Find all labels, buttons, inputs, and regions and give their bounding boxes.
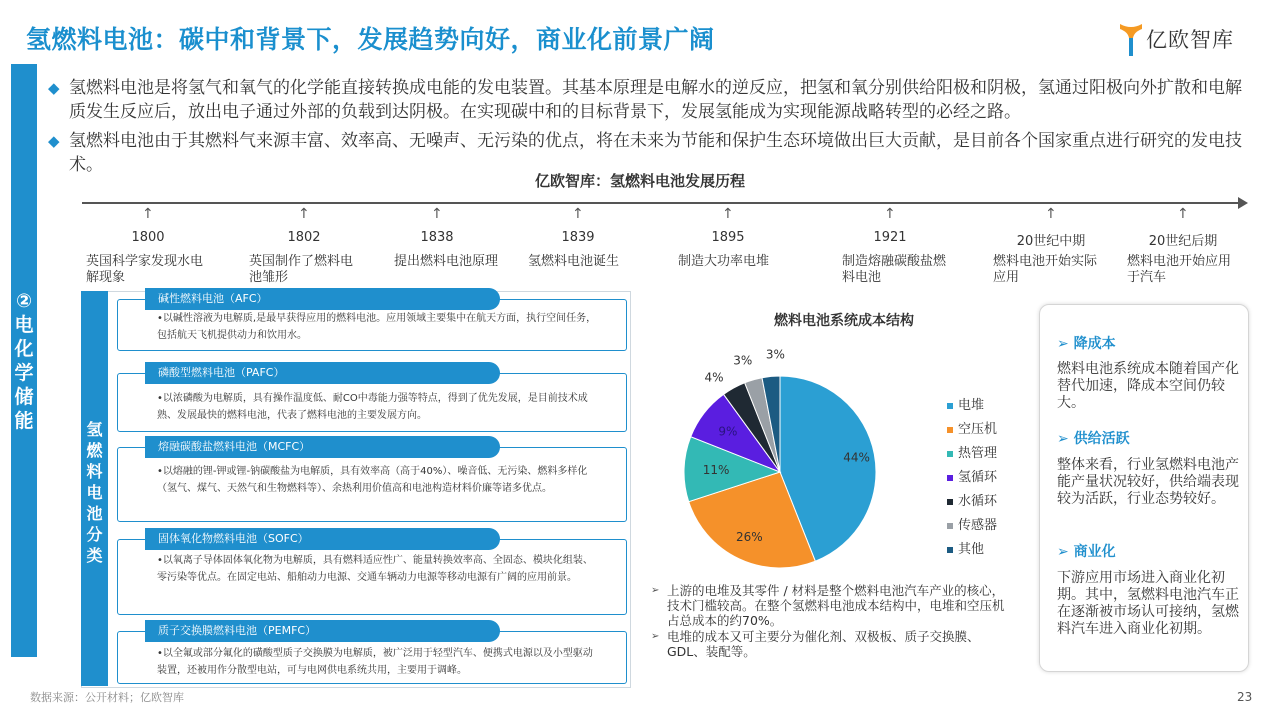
card-heading: 固体氧化物燃料电池（SOFC） [145,528,500,550]
bullet-text: 氢燃料电池由于其燃料气来源丰富、效率高、无噪声、无污染的优点，将在未来为节能和保护生态环境做出巨大贡献，是目前各个国家重点进行研究的发电技术。 [69,131,1242,175]
arrow-up-icon: ↑ [572,206,584,222]
section-label: ②电化学储能 [14,290,34,432]
arrow-right-icon: ➢ [651,585,660,596]
timeline-year: 1895 [711,230,745,245]
card-description: •以熔融的锂-钾或锂-钠碳酸盐为电解质，具有效率高（高于40%）、噪音低、无污染、燃料多样化（氢气、煤气、天然气和生物燃料等）、余热利用价值高和电池构造材料价廉等诸多优点。 [157,466,588,494]
data-source: 数据来源：公开材料；亿欧智库 [30,691,184,704]
panel-heading-text: 商业化 [1073,544,1116,560]
timeline-desc: 提出燃料电池原理 [394,254,499,269]
timeline-axis [82,202,1242,204]
legend-swatch [947,499,953,505]
arrow-up-icon: ↑ [431,206,443,222]
timeline-desc: 燃料电池开始应用于汽车 [1127,254,1232,285]
section-side-bar [11,64,37,657]
pie-slice-label: 11% [702,462,730,477]
classification-label: 氢燃料电池分类 [86,420,103,565]
timeline-year: 1800 [131,230,165,245]
timeline-desc: 制造熔融碳酸盐燃料电池 [842,254,947,285]
panel-text: 燃料电池系统成本随着国产化替代加速，降成本空间仍较大。 [1057,361,1239,411]
bullet-item [48,76,1253,124]
arrow-up-icon: ↑ [884,206,896,222]
fuel-cell-type-card [117,288,627,352]
pie-slice-label: 4% [704,370,724,385]
legend-item [947,418,997,437]
panel-text: 下游应用市场进入商业化初期。其中，氢燃料电池汽车正在逐渐被市场认可接纳，氢燃料汽车进入商业化初期。 [1057,570,1239,637]
fuel-cell-type-card [117,436,627,522]
fuel-cell-type-card [117,620,627,684]
timeline-desc: 英国制作了燃料电池雏形 [249,254,354,285]
timeline-title: 亿欧智库：氢燃料电池发展历程 [534,172,745,190]
legend-swatch [947,427,953,433]
logo [1118,18,1258,62]
timeline-year: 1802 [287,230,321,245]
page-number: 23 [1237,690,1253,704]
panel-heading: ➢ 供给活跃 [1057,431,1130,447]
pie-slice-label: 26% [736,530,763,545]
timeline-desc: 英国科学家发现水电解现象 [86,254,204,285]
chart-title: 燃料电池系统成本结构 [774,313,914,329]
page-title: 氢燃料电池：碳中和背景下，发展趋势向好，商业化前景广阔 [26,25,715,54]
timeline-year: 20世纪后期 [1148,234,1218,249]
card-heading: 碱性燃料电池（AFC） [145,288,500,310]
chart-notes [651,583,1006,660]
bullet-text: 氢燃料电池是将氢气和氧气的化学能直接转换成电能的发电装置。其基本原理是电解水的逆反应，把氢和氧分别供给阳极和阴极，氢通过阳极向外扩散和电解质发生反应后，放出电子通过外部的负载到达阴极。在实现碳中和的目标背景下，发展氢能成为实现能源战略转型的必经之路。 [69,78,1242,122]
legend-item [947,394,984,413]
legend-item [947,514,997,533]
logo-icon [1118,20,1144,58]
legend-label: 水循环 [958,494,998,509]
legend-swatch [947,547,953,553]
card-heading: 磷酸型燃料电池（PAFC） [145,362,500,384]
legend-swatch [947,523,953,529]
panel-heading: ➢ 降成本 [1057,336,1116,352]
legend-label: 电堆 [958,398,985,413]
chart-note [651,583,1006,628]
arrow-up-icon: ↑ [298,206,310,222]
timeline-desc: 氢燃料电池诞生 [528,254,620,269]
legend-item [947,490,997,509]
legend-label: 其他 [958,542,985,557]
panel-heading-text: 降成本 [1073,336,1116,352]
arrow-up-icon: ↑ [1177,206,1189,222]
card-heading: 熔融碳酸盐燃料电池（MCFC） [145,436,500,458]
fuel-cell-type-card [117,528,627,614]
timeline-desc: 燃料电池开始实际应用 [993,254,1098,285]
legend-item [947,442,997,461]
panel-heading: ➢ 商业化 [1057,544,1116,560]
pie-slice-label: 9% [718,424,738,439]
arrow-up-icon: ↑ [142,206,154,222]
timeline-year: 1838 [420,230,454,245]
timeline-year: 20世纪中期 [1016,234,1086,249]
pie-slice-label: 3% [765,347,785,362]
pie-chart [680,347,880,590]
panel-text: 整体来看，行业氢燃料电池产能产量状况较好，供给端表现较为活跃，行业态势较好。 [1057,457,1239,507]
legend-swatch [947,403,953,409]
legend-label: 氢循环 [958,470,998,485]
fuel-cell-type-card [117,362,627,432]
arrow-up-icon: ↑ [1045,206,1057,222]
arrow-right-icon: ➢ [651,631,660,642]
pie-slice-label: 3% [733,353,753,368]
timeline-arrow-icon [1238,197,1248,209]
legend-label: 传感器 [958,518,998,533]
card-description: •以浓磷酸为电解质，具有操作温度低、耐CO中毒能力强等特点，得到了优先发展，是目前技术成熟、发展最快的燃料电池，代表了燃料电池的主要发展方向。 [157,393,588,421]
legend-swatch [947,475,953,481]
card-description: •以碱性溶液为电解质,是最早获得应用的燃料电池。应用领域主要集中在航天方面，执行空间任务，包括航天飞机提供动力和饮用水。 [157,313,597,341]
card-heading: 质子交换膜燃料电池（PEMFC） [145,620,500,642]
insight-panel [1039,304,1249,672]
card-description: •以氧离子导体固体氧化物为电解质，具有燃料适应性广、能量转换效率高、全固态、模块化组装、零污染等优点。在固定电站、船舶动力电源、交通车辆动力电源等移动电源有广阔的应用前景。 [157,555,593,583]
timeline-year: 1921 [873,230,907,245]
logo-text: 亿欧智库 [1146,28,1234,52]
arrow-up-icon: ↑ [722,206,734,222]
legend-label: 空压机 [958,422,998,437]
classification-label-bar [81,291,108,686]
legend-label: 热管理 [958,446,998,461]
legend-item [947,466,997,485]
chart-note [651,629,1006,659]
card-description: •以全氟或部分氟化的磺酸型质子交换膜为电解质，被广泛用于轻型汽车、便携式电源以及小型驱动装置，还被用作分散型电站，可与电网供电系统共用，主要用于调峰。 [157,648,593,676]
timeline-year: 1839 [561,230,595,245]
chart-note-text: 电堆的成本又可主要分为催化剂、双极板、质子交换膜、GDL、装配等。 [667,629,980,659]
chart-note-text: 上游的电堆及其零件 / 材料是整个燃料电池汽车产业的核心，技术门槛较高。在整个氢燃料电池成本结构中，电堆和空压机占总成本的约70%。 [667,583,1005,628]
pie-slice-label: 44% [843,450,870,465]
diamond-icon: ◆ [48,132,60,150]
legend-item [947,538,984,557]
panel-heading-text: 供给活跃 [1073,431,1130,447]
diamond-icon: ◆ [48,79,60,97]
timeline-desc: 制造大功率电堆 [678,254,770,269]
legend-swatch [947,451,953,457]
